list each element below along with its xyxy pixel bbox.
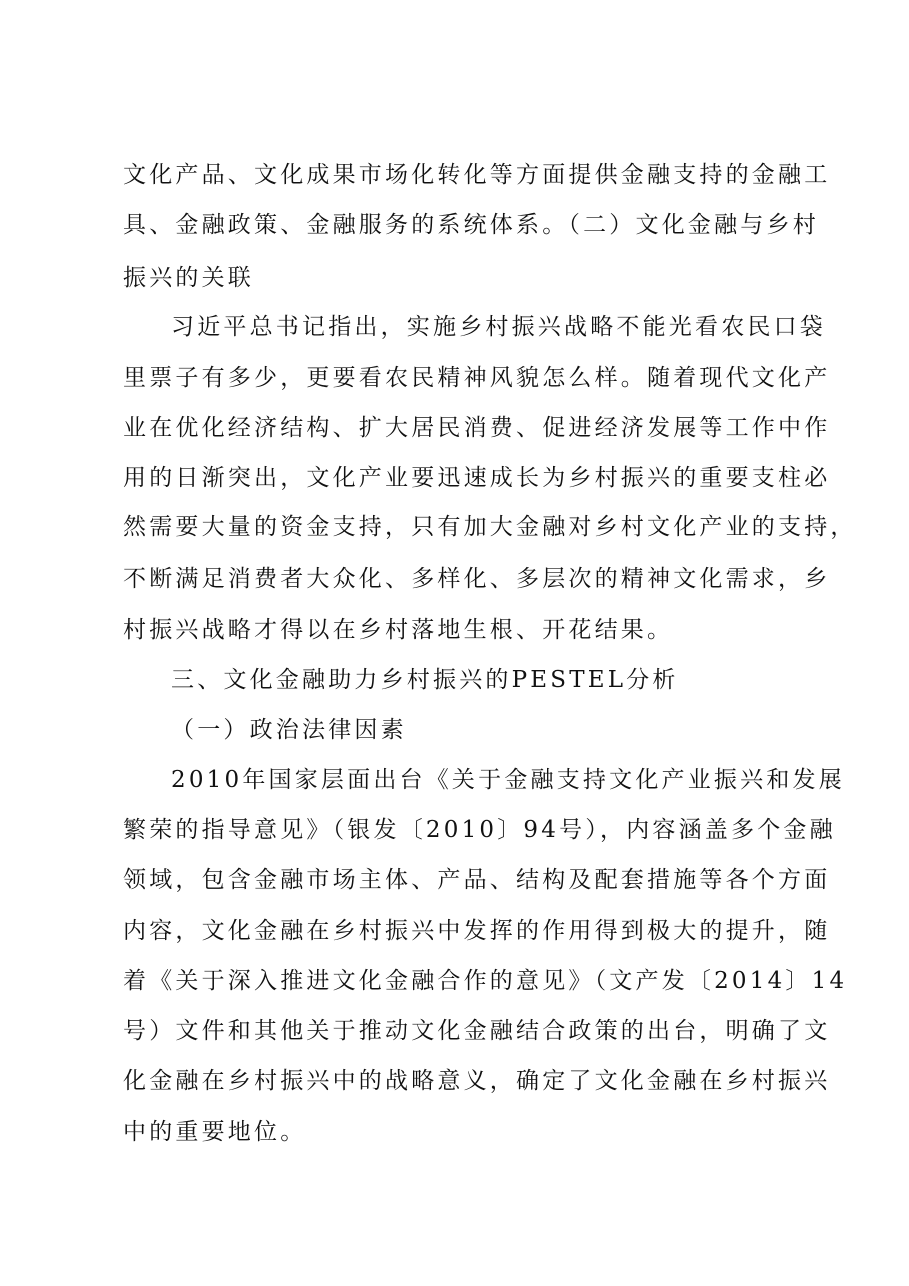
section-heading: 三、文化金融助力乡村振兴的PESTEL分析 (171, 667, 679, 693)
paragraph-first-line: 2010年国家层面出台《关于金融支持文化产业振兴和发展 (171, 767, 845, 793)
text-line: 着《关于深入推进文化金融合作的意见》（文产发〔2014〕14 (123, 968, 848, 994)
subsection-heading: （一）政治法律因素 (171, 717, 407, 743)
paragraph-first-line: 习近平总书记指出，实施乡村振兴战略不能光看农民口袋 (171, 314, 826, 340)
text-line: 用的日渐突出，文化产业要迅速成长为乡村振兴的重要支柱必 (123, 465, 831, 491)
text-line: 号）文件和其他关于推动文化金融结合政策的出台，明确了文 (123, 1018, 831, 1044)
text-line: 业在优化经济结构、扩大居民消费、促进经济发展等工作中作 (123, 415, 831, 441)
text-line: 化金融在乡村振兴中的战略意义，确定了文化金融在乡村振兴 (123, 1068, 831, 1094)
text-line: 内容，文化金融在乡村振兴中发挥的作用得到极大的提升，随 (123, 918, 831, 944)
text-line: 振兴的关联 (123, 265, 254, 291)
text-line: 领域，包含金融市场主体、产品、结构及配套措施等各个方面 (123, 867, 831, 893)
text-line: 繁荣的指导意见》（银发〔2010〕94号），内容涵盖多个金融 (123, 817, 836, 843)
text-line: 中的重要地位。 (123, 1119, 307, 1145)
text-line: 村振兴战略才得以在乡村落地生根、开花结果。 (123, 617, 674, 643)
text-line: 然需要大量的资金支持，只有加大金融对乡村文化产业的支持， (123, 514, 857, 540)
text-line: 不断满足消费者大众化、多样化、多层次的精神文化需求，乡 (123, 566, 831, 592)
text-line: 里票子有多少，更要看农民精神风貌怎么样。随着现代文化产 (123, 365, 831, 391)
text-line: 文化产品、文化成果市场化转化等方面提供金融支持的金融工 (123, 162, 831, 188)
text-line: 具、金融政策、金融服务的系统体系。（二）文化金融与乡村 (123, 212, 819, 238)
